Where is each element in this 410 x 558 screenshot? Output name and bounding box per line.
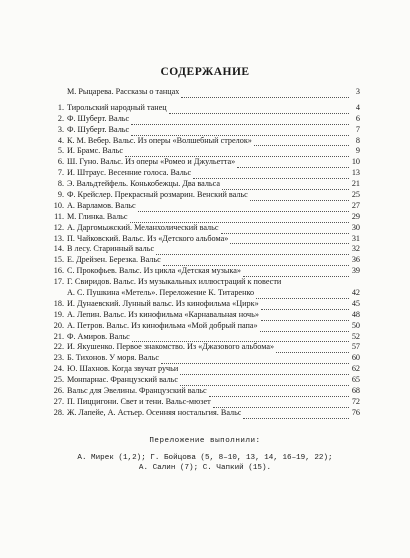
toc-entry-page: 36 [351, 255, 360, 265]
toc-entry-page: 62 [351, 364, 360, 374]
toc-entry [49, 168, 360, 179]
toc-entry-title: Ф. Шуберт. Вальс [67, 113, 130, 123]
toc-entry-title: Э. Вальдтейфель. Конькобежцы. Два вальса [67, 179, 221, 189]
toc-entry-page: 29 [351, 211, 360, 221]
toc-leader-dots [131, 116, 349, 125]
toc-entry [49, 288, 360, 299]
toc-entry [49, 310, 360, 321]
toc-entry-title: Г. Свиридов. Вальс. Из музыкальных иллюстраций к повести [67, 277, 282, 287]
toc-entry-number: 24. [53, 364, 64, 374]
toc-leader-dots [132, 333, 349, 342]
toc-entry-number: 10. [53, 200, 64, 210]
toc-leader-dots [125, 148, 349, 157]
toc-entry-title: М. Рыцарева. Рассказы о танцах [67, 86, 180, 96]
toc-entry [49, 234, 360, 245]
toc-entry-page: 76 [351, 407, 360, 417]
toc-entry-title: В лесу. Старинный вальс [67, 244, 155, 254]
toc-entry-page: 39 [351, 266, 360, 276]
toc-entry-number: 18. [53, 298, 64, 308]
toc-entry-page: 60 [351, 353, 360, 363]
toc-entry-page: 27 [351, 200, 360, 210]
toc-entry-title: И. Брамс. Вальс [67, 146, 123, 156]
toc-entry-page: 3 [355, 86, 360, 96]
toc-entry [49, 375, 360, 386]
toc-entry [49, 408, 360, 419]
toc-leader-dots [222, 181, 349, 190]
toc-entry [49, 353, 360, 364]
toc-entry [49, 212, 360, 223]
toc-entry-title: А. Лепин. Вальс. Из кинофильма «Карнавальная ночь» [67, 309, 259, 319]
toc-entry [49, 190, 360, 201]
toc-entry-number: 22. [53, 342, 64, 352]
toc-entry-title: Тирольский народный танец [67, 102, 167, 112]
credits-block [0, 436, 410, 474]
toc-entry [49, 87, 360, 98]
toc-leader-dots [180, 377, 349, 386]
toc-entry-number: 14. [53, 244, 64, 254]
credits-line: А. Мирек (1,2); Г. Бойцова (5, 8–10, 13, 14, 16–19, 22); [77, 453, 333, 462]
toc-entry-page: 52 [351, 331, 360, 341]
toc-entry-title: А. С. Пушкина «Метель». Переложение К. Титаренко [67, 288, 255, 298]
toc-entry-title: Е. Дрейзен. Березка. Вальс [67, 255, 161, 265]
toc-leader-dots [243, 268, 349, 277]
toc-entry-number: 7. [57, 168, 64, 178]
toc-entry [49, 201, 360, 212]
toc-leader-dots [161, 355, 349, 364]
toc-entry-page: 6 [355, 113, 360, 123]
toc-leader-dots [260, 323, 349, 332]
toc-entry-page: 42 [351, 288, 360, 298]
table-of-contents [49, 87, 360, 419]
toc-entry-number: 26. [53, 386, 64, 396]
toc-entry-page: 68 [351, 386, 360, 396]
toc-leader-dots [169, 105, 349, 114]
toc-leader-dots [180, 366, 349, 375]
toc-entry-number: 12. [53, 222, 64, 232]
toc-entry-page: 7 [355, 124, 360, 134]
toc-entry-title: М. Глинка. Вальс [67, 211, 128, 221]
toc-entry [49, 103, 360, 114]
toc-leader-dots [276, 344, 349, 353]
toc-entry-page: 31 [351, 233, 360, 243]
toc-entry [49, 255, 360, 266]
toc-entry-title: А. Варламов. Вальс [67, 200, 136, 210]
toc-entry-title: С. Прокофьев. Вальс. Из цикла «Детская музыка» [67, 266, 241, 276]
toc-entry-number: 13. [53, 233, 64, 243]
toc-entry-page: 32 [351, 244, 360, 254]
toc-entry-page: 10 [351, 157, 360, 167]
toc-entry-number: 21. [53, 331, 64, 341]
toc-entry [49, 136, 360, 147]
toc-leader-dots [243, 410, 349, 419]
toc-leader-dots [256, 290, 349, 299]
toc-entry-number: 27. [53, 396, 64, 406]
toc-entry-page: 9 [355, 146, 360, 156]
toc-entry-number: 11. [54, 211, 64, 221]
toc-entry-page: 45 [351, 298, 360, 308]
toc-entry [49, 299, 360, 310]
toc-entry-page: 25 [351, 190, 360, 199]
toc-entry-title: К. М. Вебер. Вальс. Из оперы «Волшебный стрелок» [67, 135, 252, 145]
toc-entry [49, 332, 360, 343]
toc-entry-page: 57 [351, 342, 360, 352]
toc-entry-page: 65 [351, 375, 360, 385]
toc-entry [49, 157, 360, 168]
toc-entry-title: А. Даргомыжский. Меланхолический вальс [67, 222, 219, 232]
toc-entry-title: И. Якушенко. Первое знакомство. Из «Джазового альбома» [67, 342, 275, 352]
toc-leader-dots [221, 225, 349, 234]
toc-entry-title: Ш. Гуно. Вальс. Из оперы «Ромео и Джульетта» [67, 157, 236, 167]
toc-entry-title: Вальс для Эвелины. Французский вальс [67, 386, 207, 396]
credits-heading: Переложение выполнили: [149, 437, 261, 445]
toc-entry [49, 386, 360, 397]
toc-entry [49, 244, 360, 255]
toc-entry [49, 364, 360, 375]
toc-entry [49, 277, 360, 288]
toc-leader-dots [181, 89, 349, 98]
toc-entry [49, 146, 360, 157]
credits-line: А. Салин (7); С. Чапкий (15). [138, 464, 272, 472]
toc-leader-dots [213, 399, 349, 408]
toc-entry-number: 5. [57, 146, 64, 156]
toc-entry-number: 28. [53, 407, 64, 417]
toc-leader-dots [237, 159, 349, 168]
toc-entry-number: 20. [53, 320, 64, 330]
toc-entry [49, 342, 360, 353]
toc-entry-title: Ф. Крейслер. Прекрасный розмарин. Венский вальс [67, 190, 248, 199]
toc-leader-dots [156, 246, 349, 255]
toc-entry-number: 6. [57, 157, 64, 167]
toc-entry-page: 21 [351, 179, 360, 189]
toc-entry-page: 30 [351, 222, 360, 232]
toc-entry-number: 8. [57, 179, 64, 189]
toc-entry-number: 17. [53, 277, 64, 287]
toc-entry [49, 125, 360, 136]
toc-entry-number: 3. [57, 124, 64, 134]
toc-entry-title: Б. Тихонов. У моря. Вальс [67, 353, 159, 363]
toc-entry-number: 1. [57, 102, 64, 112]
toc-leader-dots [261, 301, 349, 310]
toc-entry-title: А. Петров. Вальс. Из кинофильма «Мой добрый папа» [67, 320, 258, 330]
page-title: СОДЕРЖАНИЕ [160, 66, 250, 78]
toc-entry [49, 114, 360, 125]
toc-leader-dots [250, 192, 349, 201]
toc-entry [49, 266, 360, 277]
toc-entry-number: 23. [53, 353, 64, 363]
toc-entry-number: 4. [57, 135, 64, 145]
toc-entry-title: Монпарнас. Французский вальс [67, 375, 179, 385]
toc-entry-page: 13 [351, 168, 360, 178]
toc-entry-number: 19. [53, 309, 64, 319]
toc-leader-dots [131, 127, 349, 136]
toc-entry-page: 4 [355, 102, 360, 112]
toc-entry-title: Ж. Лапейе, А. Астьер. Осенняя ностальгия. Вальс [67, 407, 242, 417]
toc-leader-dots [261, 312, 349, 321]
toc-entry-number: 16. [53, 266, 64, 276]
toc-entry [49, 223, 360, 234]
toc-entry [49, 179, 360, 190]
toc-entry-title: Ф. Шуберт. Вальс [67, 124, 130, 134]
toc-leader-dots [138, 203, 349, 212]
toc-entry-page: 72 [351, 396, 360, 406]
toc-leader-dots [163, 257, 349, 266]
toc-entry-title: П. Чайковский. Вальс. Из «Детского альбома» [67, 233, 229, 243]
toc-entry-number: 2. [57, 113, 64, 123]
toc-entry-title: П. Пиццигони. Свет и тени. Вальс-мюзет [67, 396, 211, 406]
toc-entry-number: 15. [53, 255, 64, 265]
toc-leader-dots [209, 388, 349, 397]
toc-entry-page: 48 [351, 309, 360, 319]
toc-leader-dots [130, 214, 349, 223]
toc-entry-title: И. Штраус. Весенние голоса. Вальс [67, 168, 192, 178]
toc-leader-dots [193, 170, 349, 179]
toc-leader-dots [230, 235, 349, 244]
toc-entry-title: Ю. Шахнов. Когда звучат ручьи [67, 364, 179, 374]
toc-entry [49, 321, 360, 332]
toc-entry-number: 25. [53, 375, 64, 385]
toc-entry [49, 397, 360, 408]
toc-leader-dots [254, 137, 349, 146]
toc-entry-number: 9. [57, 190, 64, 199]
toc-entry-title: Ф. Амиров. Вальс [67, 331, 130, 341]
toc-entry-title: И. Дунаевский. Лунный вальс. Из кинофильма «Цирк» [67, 298, 259, 308]
toc-entry-page: 8 [355, 135, 360, 145]
toc-entry-page: 50 [351, 320, 360, 330]
